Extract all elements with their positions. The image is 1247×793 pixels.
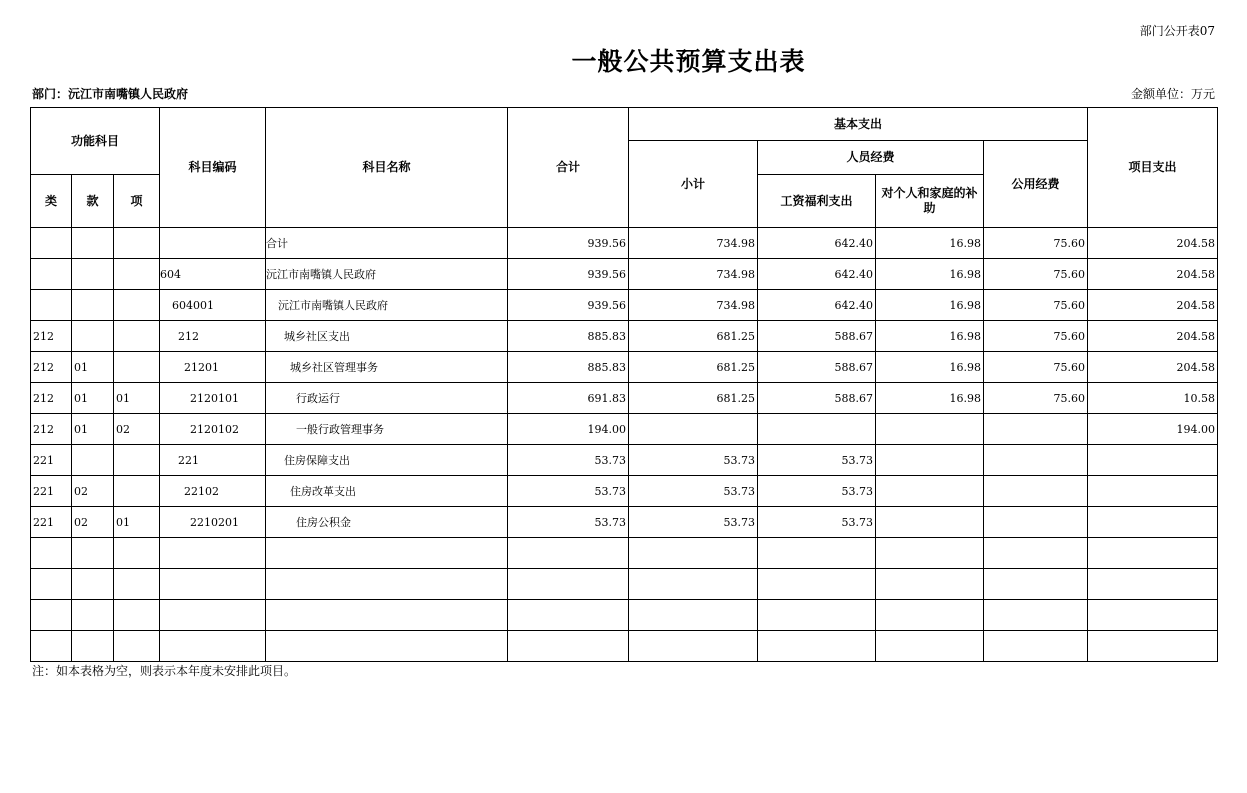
cell-lei: [31, 228, 72, 259]
table-row: [31, 507, 1218, 538]
cell-wage: [758, 569, 876, 600]
cell-xiang: 01: [114, 383, 160, 414]
header-personnel: 人员经费: [758, 141, 984, 175]
cell-subsidy: [876, 414, 984, 445]
cell-kuan: [72, 569, 114, 600]
cell-subsidy: 16.98: [876, 383, 984, 414]
cell-code: [160, 538, 266, 569]
cell-subtotal: 53.73: [629, 445, 758, 476]
cell-subsidy: 16.98: [876, 352, 984, 383]
cell-subtotal: 734.98: [629, 290, 758, 321]
cell-wage: 588.67: [758, 352, 876, 383]
cell-subsidy: 16.98: [876, 290, 984, 321]
cell-xiang: [114, 321, 160, 352]
cell-subtotal: 681.25: [629, 383, 758, 414]
cell-kuan: [72, 259, 114, 290]
table-row: [31, 259, 1218, 290]
cell-lei: 212: [31, 383, 72, 414]
cell-subsidy: 16.98: [876, 259, 984, 290]
amount-unit-label: 金额单位：万元: [1130, 87, 1215, 101]
cell-wage: 53.73: [758, 507, 876, 538]
cell-total: 939.56: [508, 290, 629, 321]
cell-name: 住房保障支出: [266, 445, 508, 476]
cell-project: [1088, 507, 1218, 538]
header-name: 科目名称: [266, 108, 508, 228]
cell-xiang: [114, 538, 160, 569]
cell-subtotal: [629, 600, 758, 631]
cell-name: 城乡社区管理事务: [266, 352, 508, 383]
cell-code: 212: [160, 321, 266, 352]
cell-kuan: 01: [72, 383, 114, 414]
cell-xiang: [114, 228, 160, 259]
cell-name: 沅江市南嘴镇人民政府: [266, 259, 508, 290]
cell-public: [984, 631, 1088, 662]
header-lei: 类: [31, 175, 72, 228]
cell-total: 885.83: [508, 321, 629, 352]
cell-wage: [758, 600, 876, 631]
header-public: 公用经费: [984, 141, 1088, 228]
cell-public: [984, 476, 1088, 507]
cell-xiang: [114, 600, 160, 631]
cell-total: 885.83: [508, 352, 629, 383]
cell-subsidy: [876, 569, 984, 600]
cell-xiang: [114, 352, 160, 383]
header-subsidy: 对个人和家庭的补助: [876, 175, 984, 228]
cell-xiang: [114, 631, 160, 662]
budget-table: [30, 107, 1218, 662]
cell-subsidy: [876, 631, 984, 662]
cell-code: 2120101: [160, 383, 266, 414]
header-subtotal: 小计: [629, 141, 758, 228]
cell-lei: 221: [31, 476, 72, 507]
cell-code: [160, 228, 266, 259]
cell-wage: 588.67: [758, 321, 876, 352]
table-row: [31, 228, 1218, 259]
cell-name: [266, 631, 508, 662]
cell-public: [984, 414, 1088, 445]
cell-total: 53.73: [508, 445, 629, 476]
cell-name: [266, 569, 508, 600]
cell-subsidy: [876, 445, 984, 476]
cell-name: 住房改革支出: [266, 476, 508, 507]
cell-lei: 212: [31, 414, 72, 445]
cell-subsidy: 16.98: [876, 228, 984, 259]
header-total: 合计: [508, 108, 629, 228]
cell-subtotal: 53.73: [629, 507, 758, 538]
cell-wage: [758, 631, 876, 662]
cell-kuan: [72, 290, 114, 321]
cell-lei: [31, 600, 72, 631]
table-row: [31, 290, 1218, 321]
table-row: [31, 569, 1218, 600]
cell-code: 2120102: [160, 414, 266, 445]
table-row: [31, 600, 1218, 631]
cell-total: 194.00: [508, 414, 629, 445]
cell-lei: [31, 290, 72, 321]
cell-public: 75.60: [984, 383, 1088, 414]
cell-project: 10.58: [1088, 383, 1218, 414]
cell-code: 21201: [160, 352, 266, 383]
cell-public: [984, 445, 1088, 476]
cell-total: 691.83: [508, 383, 629, 414]
cell-subsidy: [876, 476, 984, 507]
cell-project: [1088, 631, 1218, 662]
cell-total: 939.56: [508, 259, 629, 290]
footnote: 注：如本表格为空，则表示本年度未安排此项目。: [32, 664, 297, 678]
cell-project: [1088, 600, 1218, 631]
cell-wage: [758, 414, 876, 445]
cell-kuan: [72, 321, 114, 352]
cell-kuan: [72, 538, 114, 569]
cell-lei: [31, 259, 72, 290]
cell-kuan: [72, 445, 114, 476]
cell-code: 22102: [160, 476, 266, 507]
cell-subtotal: [629, 414, 758, 445]
table-row: [31, 445, 1218, 476]
cell-name: [266, 600, 508, 631]
cell-xiang: [114, 290, 160, 321]
header-func-subject: 功能科目: [31, 108, 160, 175]
cell-public: [984, 600, 1088, 631]
cell-name: 合计: [266, 228, 508, 259]
cell-total: [508, 600, 629, 631]
cell-wage: 53.73: [758, 476, 876, 507]
cell-lei: [31, 631, 72, 662]
cell-total: 53.73: [508, 476, 629, 507]
header-basic: 基本支出: [629, 108, 1088, 141]
cell-kuan: [72, 631, 114, 662]
cell-lei: 212: [31, 352, 72, 383]
cell-xiang: [114, 259, 160, 290]
table-header: [31, 108, 1218, 228]
header-code: 科目编码: [160, 108, 266, 228]
cell-name: 城乡社区支出: [266, 321, 508, 352]
cell-name: 一般行政管理事务: [266, 414, 508, 445]
cell-project: 204.58: [1088, 321, 1218, 352]
cell-subtotal: [629, 631, 758, 662]
cell-code: [160, 600, 266, 631]
cell-kuan: [72, 228, 114, 259]
cell-subtotal: 681.25: [629, 352, 758, 383]
cell-project: 204.58: [1088, 352, 1218, 383]
cell-subsidy: 16.98: [876, 321, 984, 352]
table-row: [31, 321, 1218, 352]
cell-xiang: [114, 445, 160, 476]
cell-kuan: 02: [72, 507, 114, 538]
cell-subsidy: [876, 600, 984, 631]
cell-kuan: 01: [72, 414, 114, 445]
cell-wage: 642.40: [758, 259, 876, 290]
cell-total: 53.73: [508, 507, 629, 538]
table-row: [31, 476, 1218, 507]
cell-project: 204.58: [1088, 228, 1218, 259]
cell-project: [1088, 476, 1218, 507]
cell-name: 行政运行: [266, 383, 508, 414]
cell-code: 604: [160, 259, 266, 290]
cell-code: [160, 631, 266, 662]
cell-subtotal: 681.25: [629, 321, 758, 352]
cell-code: 604001: [160, 290, 266, 321]
cell-total: 939.56: [508, 228, 629, 259]
cell-kuan: [72, 600, 114, 631]
table-row: [31, 631, 1218, 662]
cell-public: 75.60: [984, 228, 1088, 259]
cell-subtotal: 734.98: [629, 259, 758, 290]
table-row: [31, 538, 1218, 569]
cell-public: 75.60: [984, 352, 1088, 383]
cell-subtotal: 53.73: [629, 476, 758, 507]
header-project: 项目支出: [1088, 108, 1218, 228]
table-row: [31, 383, 1218, 414]
cell-name: [266, 538, 508, 569]
cell-public: [984, 507, 1088, 538]
cell-lei: 221: [31, 445, 72, 476]
table-row: [31, 352, 1218, 383]
cell-name: 沅江市南嘴镇人民政府: [266, 290, 508, 321]
cell-xiang: 01: [114, 507, 160, 538]
cell-name: 住房公积金: [266, 507, 508, 538]
cell-public: [984, 569, 1088, 600]
cell-xiang: [114, 569, 160, 600]
cell-kuan: 02: [72, 476, 114, 507]
cell-public: [984, 538, 1088, 569]
cell-project: 194.00: [1088, 414, 1218, 445]
cell-wage: 588.67: [758, 383, 876, 414]
cell-project: 204.58: [1088, 290, 1218, 321]
department-label: 部门：沅江市南嘴镇人民政府: [32, 87, 189, 101]
page-title: 一般公共预算支出表: [571, 47, 806, 76]
cell-total: [508, 631, 629, 662]
cell-wage: [758, 538, 876, 569]
cell-total: [508, 538, 629, 569]
header-wage: 工资福利支出: [758, 175, 876, 228]
cell-subtotal: [629, 538, 758, 569]
cell-wage: 642.40: [758, 228, 876, 259]
cell-lei: 212: [31, 321, 72, 352]
cell-subsidy: [876, 538, 984, 569]
cell-public: 75.60: [984, 259, 1088, 290]
cell-wage: 53.73: [758, 445, 876, 476]
form-number: 部门公开表07: [1139, 24, 1215, 38]
header-xiang: 项: [114, 175, 160, 228]
cell-kuan: 01: [72, 352, 114, 383]
cell-project: [1088, 445, 1218, 476]
cell-public: 75.60: [984, 290, 1088, 321]
cell-lei: [31, 569, 72, 600]
table-body: [31, 228, 1218, 662]
cell-wage: 642.40: [758, 290, 876, 321]
cell-lei: [31, 538, 72, 569]
cell-project: 204.58: [1088, 259, 1218, 290]
cell-total: [508, 569, 629, 600]
header-kuan: 款: [72, 175, 114, 228]
cell-xiang: 02: [114, 414, 160, 445]
cell-project: [1088, 538, 1218, 569]
cell-public: 75.60: [984, 321, 1088, 352]
table-row: [31, 414, 1218, 445]
cell-project: [1088, 569, 1218, 600]
cell-code: 221: [160, 445, 266, 476]
cell-subtotal: 734.98: [629, 228, 758, 259]
cell-subtotal: [629, 569, 758, 600]
cell-lei: 221: [31, 507, 72, 538]
cell-code: 2210201: [160, 507, 266, 538]
cell-code: [160, 569, 266, 600]
cell-xiang: [114, 476, 160, 507]
cell-subsidy: [876, 507, 984, 538]
